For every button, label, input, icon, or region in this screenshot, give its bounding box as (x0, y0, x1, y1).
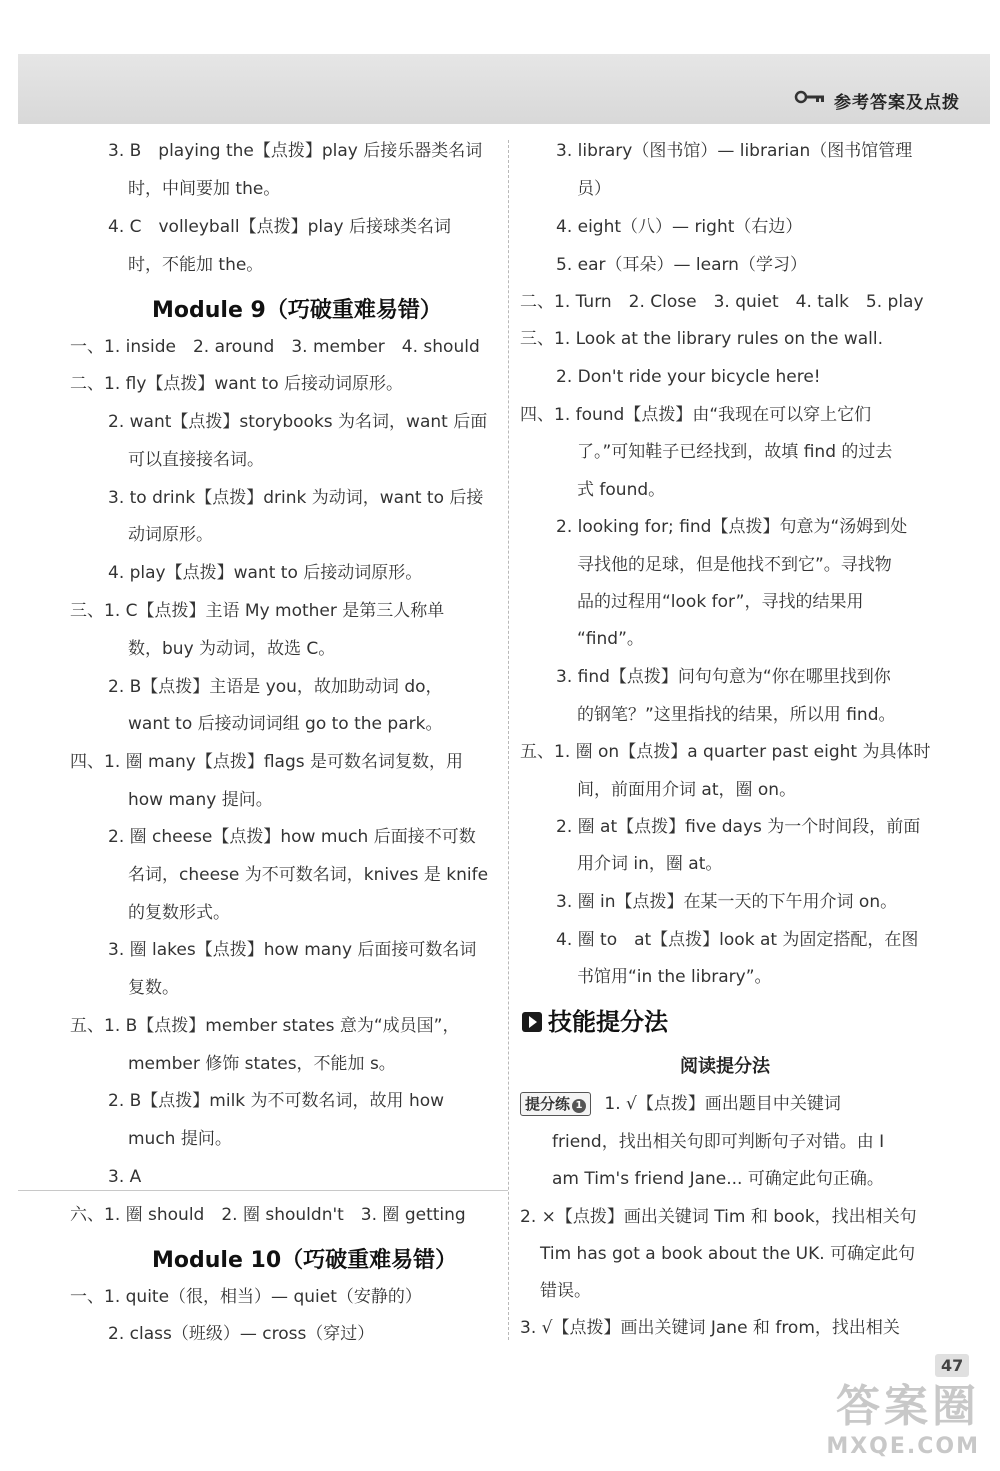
answer-line: 用介词 in，圈 at。 (577, 854, 723, 874)
answer-line: 时，中间要加 the。 (128, 179, 281, 199)
answer-line: 的钢笔？”这里指找的结果，所以用 find。 (577, 705, 896, 725)
answer-line: 间，前面用介词 at，圈 on。 (577, 780, 797, 800)
answer-line: 动词原形。 (128, 525, 213, 545)
answer-line: 3. to drink【点拨】drink 为动词，want to 后接 (108, 488, 484, 508)
answer-line: 2. want【点拨】storybooks 为名词，want 后面 (108, 412, 488, 432)
answer-line: 五、1. B【点拨】member states 意为“成员国”， (70, 1016, 460, 1036)
answer-line: 一、1. inside 2. around 3. member 4. should (70, 337, 480, 357)
answer-line: 3. 圈 in【点拨】在某一天的下午用介词 on。 (556, 892, 898, 912)
answer-line: 四、1. found【点拨】由“我现在可以穿上它们 (520, 405, 872, 425)
answer-line: much 提问。 (128, 1129, 232, 1149)
answer-line: 五、1. 圈 on【点拨】a quarter past eight 为具体时 (520, 742, 931, 762)
key-icon (794, 90, 826, 104)
site-watermark: 答案圈 MXQE.COM (826, 1381, 980, 1459)
module9-heading: Module 9（巧破重难易错） (152, 298, 442, 323)
answer-line: 三、1. C【点拨】主语 My mother 是第三人称单 (70, 601, 445, 621)
answer-line: Tim has got a book about the UK. 可确定此句 (540, 1244, 916, 1264)
answer-line: 2. B【点拨】主语是 you，故加助动词 do， (108, 677, 443, 697)
answer-line: 2. B【点拨】milk 为不可数名词，故用 how (108, 1091, 445, 1111)
answer-line: 2. ×【点拨】画出关键词 Tim 和 book，找出相关句 (520, 1207, 917, 1227)
answer-line: 1. √【点拨】画出题目中关键词 (604, 1094, 841, 1114)
answer-line: “find”。 (577, 629, 644, 649)
answer-line: 式 found。 (577, 480, 666, 500)
answer-line: want to 后接动词词组 go to the park。 (128, 714, 443, 734)
answer-line: 品的过程用“look for”，寻找的结果用 (577, 592, 864, 612)
answer-line: 2. 圈 cheese【点拨】how much 后面接不可数 (108, 827, 476, 847)
answer-line: 复数。 (128, 978, 179, 998)
answer-line: 名词，cheese 为不可数名词，knives 是 knife (128, 865, 489, 885)
answer-line: 二、1. fly【点拨】want to 后接动词原形。 (70, 374, 404, 394)
badge-line (520, 1092, 841, 1116)
answer-line: 寻找他的足球，但是他找不到它”。寻找物 (577, 555, 892, 575)
page-number: 47 (935, 1354, 969, 1377)
answer-line: 2. looking for; find【点拨】句意为“汤姆到处 (556, 517, 908, 537)
section-divider (18, 1190, 508, 1191)
answer-line: 3. find【点拨】问句句意为“你在哪里找到你 (556, 667, 891, 687)
answer-line: 员） (577, 179, 611, 199)
answer-line: 四、1. 圈 many【点拨】flags 是可数名词复数，用 (70, 752, 464, 772)
answer-line: 一、1. quite（很，相当）— quiet（安静的） (70, 1287, 422, 1307)
answer-line: 可以直接接名词。 (128, 450, 264, 470)
answer-line: 4. C volleyball【点拨】play 后接球类名词 (108, 217, 451, 237)
answer-line: friend，找出相关句即可判断句子对错。由 I (552, 1132, 885, 1152)
answer-line: 3. library（图书馆）— librarian（图书馆管理 (556, 141, 913, 161)
answer-line: member 修饰 states，不能加 s。 (128, 1054, 396, 1074)
answer-line: how many 提问。 (128, 790, 273, 810)
answer-line: 5. ear（耳朵）— learn（学习） (556, 255, 807, 275)
answer-line: 4. eight（八）— right（右边） (556, 217, 803, 237)
practice-badge: 提分练 1 (520, 1092, 591, 1116)
skills-section-title: 技能提分法 (522, 1002, 668, 1037)
answer-line: 数，buy 为动词，故选 C。 (128, 639, 336, 659)
column-divider (508, 140, 509, 1340)
page-header (18, 54, 990, 124)
badge-number: 1 (572, 1099, 586, 1113)
answer-line: 4. 圈 to at【点拨】look at 为固定搭配，在图 (556, 930, 919, 950)
answer-line: 3. A (108, 1167, 142, 1187)
answer-line: 三、1. Look at the library rules on the wall. (520, 329, 883, 349)
reading-subheading: 阅读提分法 (680, 1056, 770, 1077)
module10-heading: Module 10（巧破重难易错） (152, 1248, 458, 1273)
answer-line: 错误。 (540, 1281, 591, 1301)
header-title: 参考答案及点拨 (834, 93, 960, 113)
answer-line: 4. play【点拨】want to 后接动词原形。 (108, 563, 423, 583)
answer-line: 3. B playing the【点拨】play 后接乐器类名词 (108, 141, 483, 161)
answer-line: 2. class（班级）— cross（穿过） (108, 1324, 375, 1344)
answer-line: 二、1. Turn 2. Close 3. quiet 4. talk 5. play (520, 292, 924, 312)
answer-line: 六、1. 圈 should 2. 圈 shouldn't 3. 圈 getting (70, 1205, 466, 1225)
answer-line: 时，不能加 the。 (128, 255, 264, 275)
answer-line: 2. Don't ride your bicycle here! (556, 367, 821, 387)
answer-line: 2. 圈 at【点拨】five days 为一个时间段，前面 (556, 817, 921, 837)
play-marker-icon (522, 1012, 542, 1032)
answer-line: 书馆用“in the library”。 (577, 967, 772, 987)
answer-line: 了。”可知鞋子已经找到，故填 find 的过去 (577, 442, 893, 462)
answer-line: 3. √【点拨】画出关键词 Jane 和 from，找出相关 (520, 1318, 900, 1338)
answer-line: 的复数形式。 (128, 903, 230, 923)
answer-line: am Tim's friend Jane... 可确定此句正确。 (552, 1169, 884, 1189)
answer-line: 3. 圈 lakes【点拨】how many 后面接可数名词 (108, 940, 477, 960)
